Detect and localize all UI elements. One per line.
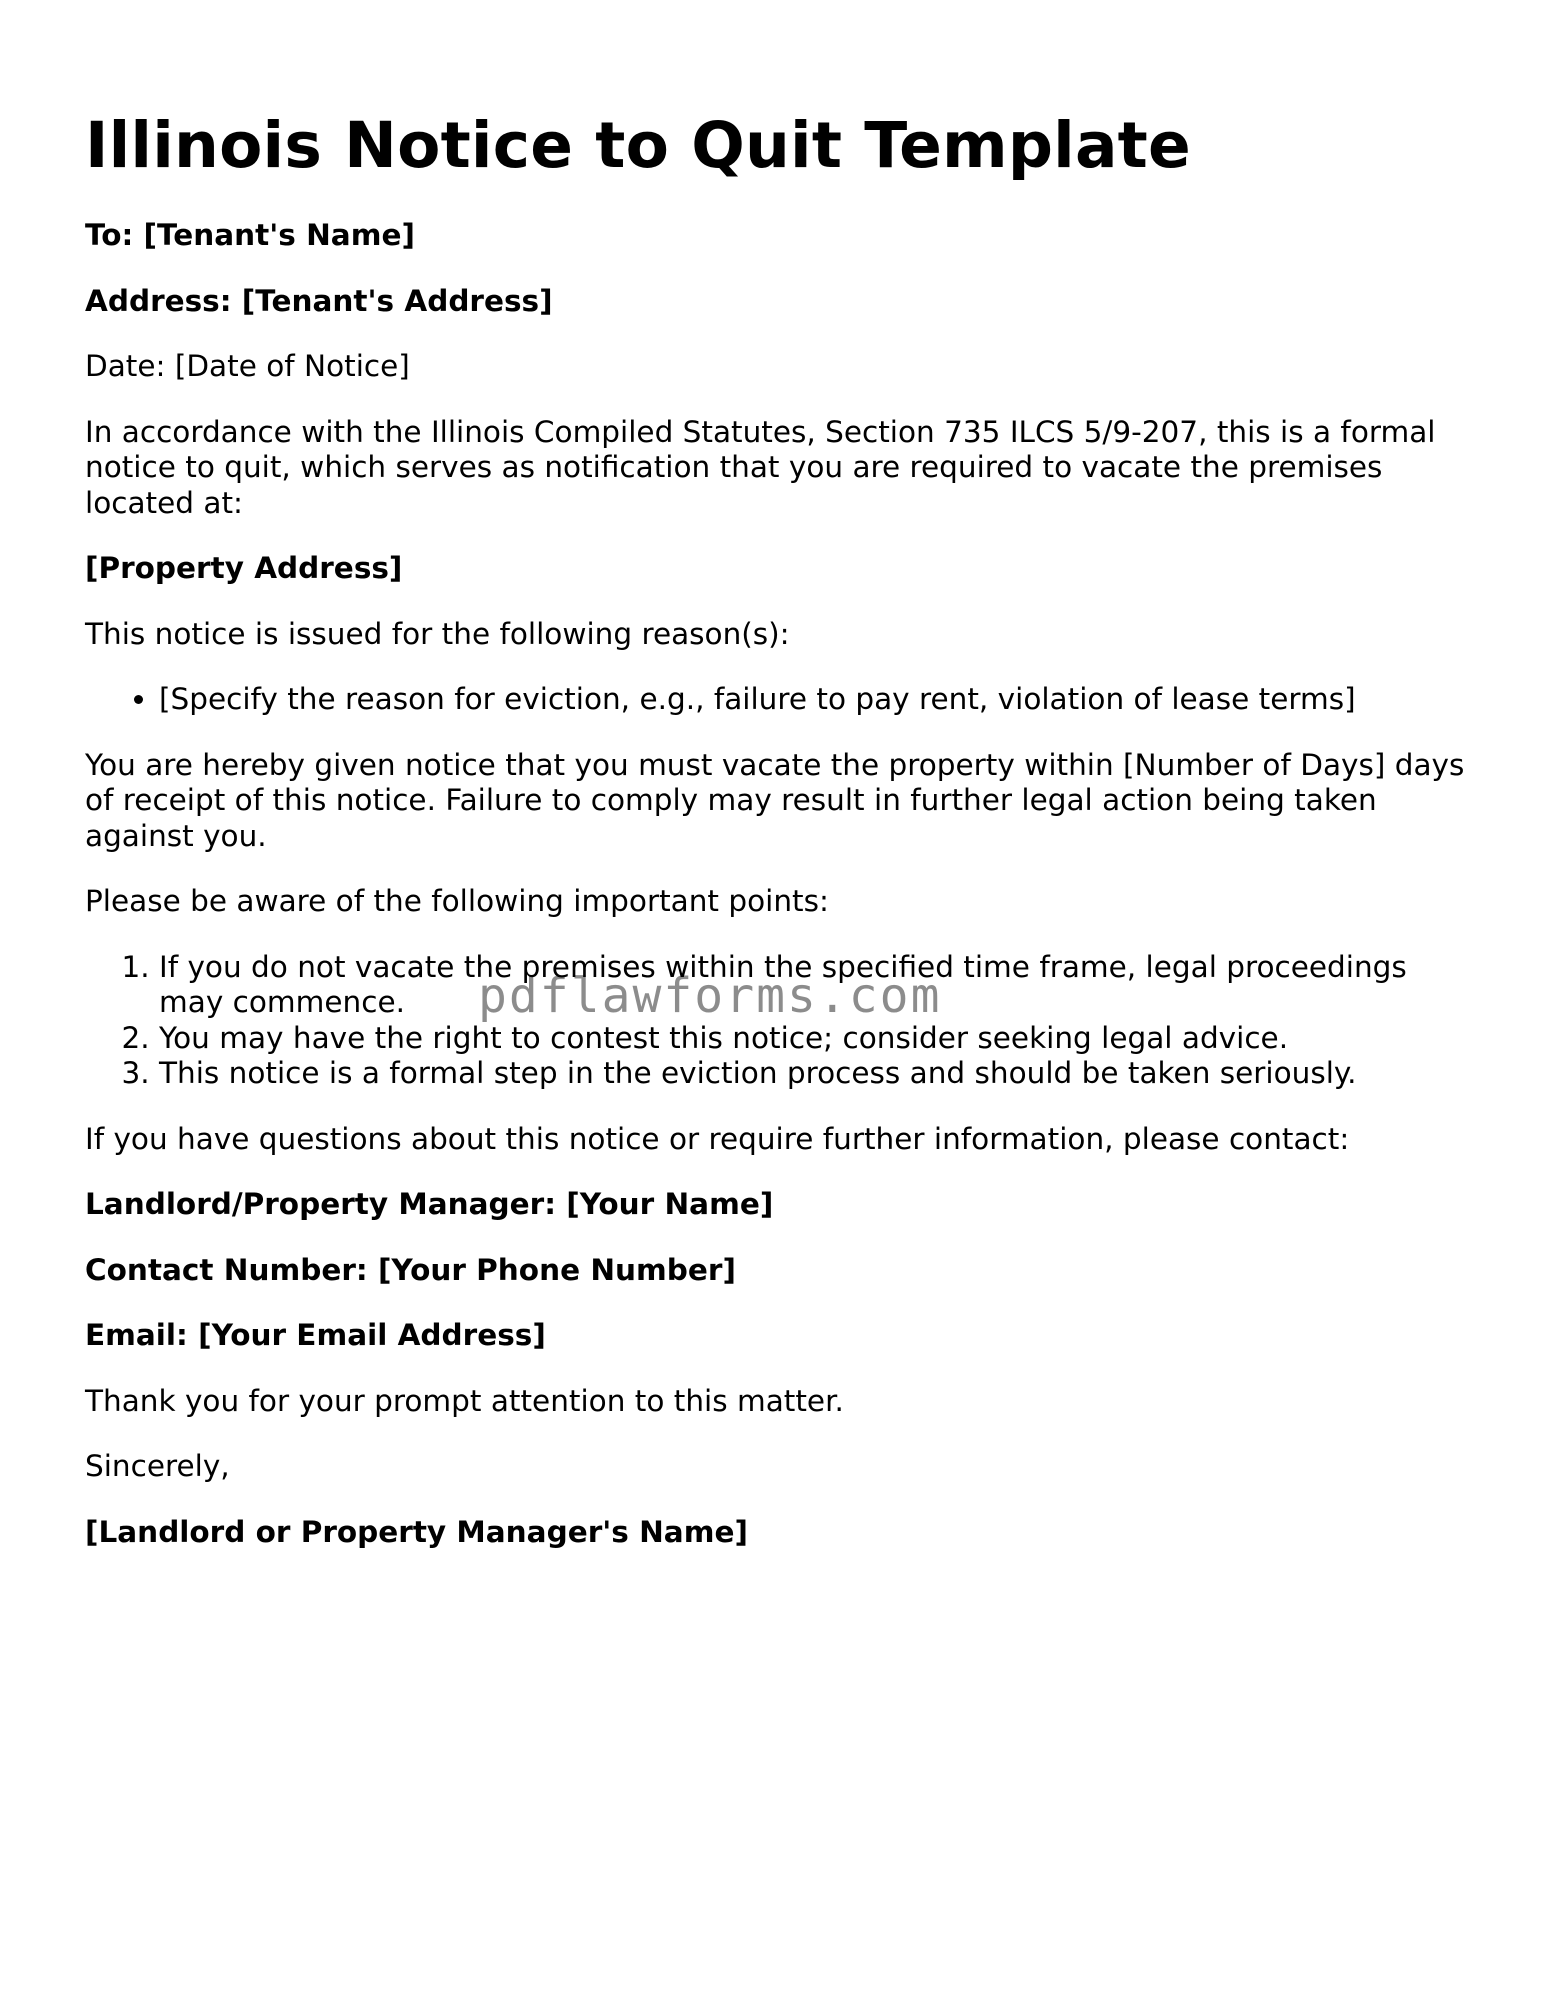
landlord-line: Landlord/Property Manager: [Your Name]: [85, 1187, 774, 1221]
point-item: 3. This notice is a formal step in the eviction process and should be taken seriously.: [159, 1056, 1465, 1092]
contact-number-line: Contact Number: [Your Phone Number]: [85, 1252, 736, 1287]
thanks-line: Thank you for your prompt attention to this matter.: [85, 1383, 844, 1418]
reasons-list: [85, 682, 1465, 718]
document-title: Illinois Notice to Quit Template: [85, 109, 1191, 182]
notice-date-line: Date: [Date of Notice]: [85, 349, 410, 383]
point-item: 2. You may have the right to contest this notice; consider seeking legal advice.: [159, 1021, 1465, 1057]
points-list: [85, 950, 1465, 1092]
email-line: Email: [Your Email Address]: [85, 1318, 546, 1352]
property-address: [Property Address]: [85, 551, 403, 585]
signature-line: [Landlord or Property Manager's Name]: [85, 1514, 748, 1549]
tenant-address-line: Address: [Tenant's Address]: [85, 283, 553, 318]
document-body: [85, 218, 1465, 1580]
contact-intro: If you have questions about this notice or require further information, please contact:: [85, 1121, 1350, 1156]
point-item: 1. If you do not vacate the premises within the specified time frame, legal proceedings may commence.: [159, 950, 1465, 1021]
reason-item: • [Specify the reason for eviction, e.g., failure to pay rent, violation of lease terms]: [159, 682, 1465, 718]
points-intro: Please be aware of the following important points:: [85, 884, 829, 918]
reasons-intro: This notice is issued for the following reason(s):: [85, 616, 790, 651]
tenant-name-line: To: [Tenant's Name]: [85, 218, 415, 252]
closing-line: Sincerely,: [85, 1449, 230, 1483]
intro-paragraph: In accordance with the Illinois Compiled Statutes, Section 735 ILCS 5/9-207, this is a formal notice to quit, which serves as notification that you are required to vacate the premises located at:: [85, 414, 1436, 520]
vacate-paragraph: You are hereby given notice that you must vacate the property within [Number of Days] days of receipt of this notice. Failure to comply may result in further legal action being taken against you.: [85, 747, 1465, 853]
watermark: pdflawforms.com: [478, 968, 942, 1024]
